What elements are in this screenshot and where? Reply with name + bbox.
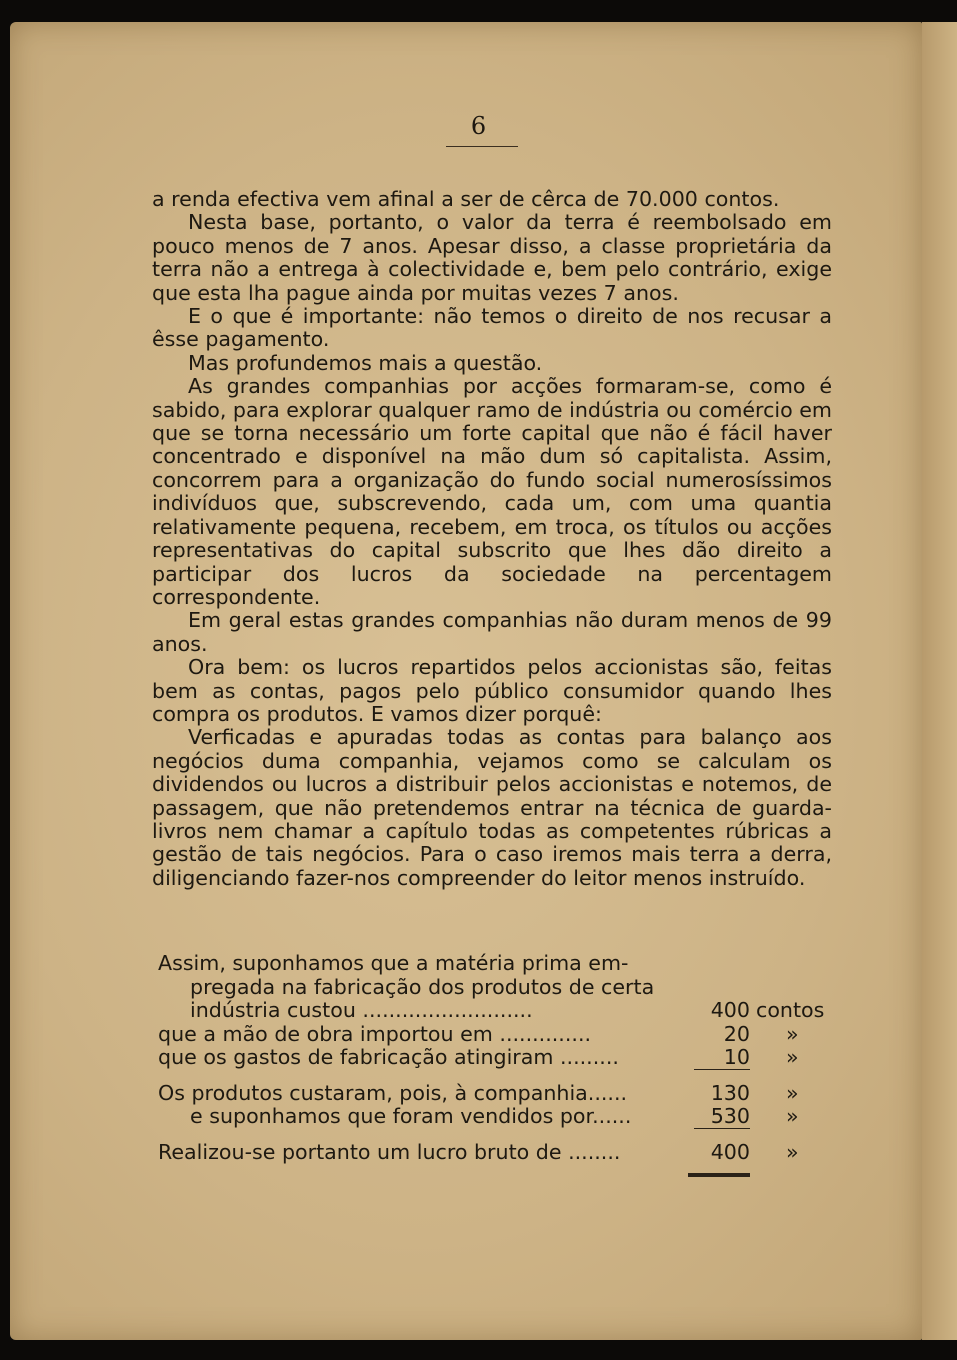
paragraph: Ora bem: os lucros repartidos pelos accionistas são, feitas bem as contas, pagos pelo público consumidor quando lhes compra os produtos. E vamos dizer porquê: [152,655,832,726]
next-page-edge [922,22,957,1340]
paragraph: E o que é importante: não temos o direito de nos recusar a êsse pagamento. [152,304,832,352]
ledger-row [158,1082,838,1106]
ledger-row [158,1023,838,1047]
ledger-amount: 400 [710,1139,750,1164]
ledger-unit: » [786,1021,799,1046]
ledger-label: Realizou-se portanto um lucro bruto de ........ [158,1139,621,1164]
ledger-intro-line [158,952,838,976]
ledger [158,952,838,1164]
ledger-label: indústria custou .......................... [190,998,533,1022]
ledger-total-rule [688,1173,750,1177]
ledger-intro-text: Assim, suponhamos que a matéria prima em- [158,951,629,975]
body-text [152,188,832,890]
ledger-intro-text: pregada na fabricação dos produtos de certa [190,974,655,999]
ledger-unit: » [786,1104,799,1128]
ledger-unit: contos [756,998,825,1022]
paragraph: Nesta base, portanto, o valor da terra é reembolsado em pouco menos de 7 anos. Apesar disso, a classe proprietária da terra não a entrega à colectividade e, bem pelo contrário, exige que esta lha pague ainda por muitas vezes 7 anos. [152,210,832,305]
ledger-label: que os gastos de fabricação atingiram ......... [158,1045,619,1069]
ledger-spacer [158,1070,838,1082]
ledger-unit: » [786,1139,799,1164]
page-number-rule [446,146,518,147]
paragraph: Mas profundemos mais a questão. [188,350,543,375]
ledger-amount: 400 [710,998,750,1022]
page-number: 6 [470,112,487,140]
ledger-amount: 530 [694,1105,750,1129]
ledger-amount: 20 [723,1021,750,1046]
ledger-label: que a mão de obra importou em .............. [158,1021,592,1046]
paragraph: As grandes companhias por acções formaram-se, como é sabido, para explorar qualquer ramo de indústria ou comércio em que se torna necessário um forte capital que não é fácil haver concentrado e disponível na mão dum só capitalista. Assim, concorrem para a organização do fundo social numerosíssimos indivíduos que, subscrevendo, cada um, com uma quantia relativamente pequena, recebem, em troca, os títulos ou acções representativas do capital subscrito que lhes dão direito a participar dos lucros da sociedade na percentagem correspondente. [152,374,832,609]
ledger-unit: » [786,1045,799,1069]
paragraph: a renda efectiva vem afinal a ser de cêrca de 70.000 contos. [152,187,780,211]
ledger-row [158,1141,838,1165]
paragraph: Verficadas e apuradas todas as contas para balanço aos negócios duma companhia, vejamos como se calculam os dividendos ou lucros a distribuir pelos accionistas e notemos, de passagem, que não pretendemos entrar na técnica de guarda-livros nem chamar a capítulo todas as competentes rúbricas a gestão de tais negócios. Para o caso iremos mais terra a derra, diligenciando fazer-nos compreender do leitor menos instruído. [152,725,832,890]
ledger-label: e suponhamos que foram vendidos por...... [190,1104,632,1128]
ledger-label: Os produtos custaram, pois, à companhia...... [158,1080,628,1105]
ledger-amount: 130 [710,1080,750,1105]
ledger-amount: 10 [694,1046,750,1070]
ledger-spacer [158,1129,838,1141]
paragraph: Em geral estas grandes companhias não duram menos de 99 anos. [152,608,832,656]
ledger-row [158,1046,838,1070]
ledger-row [158,999,838,1023]
ledger-intro-line [158,976,838,1000]
ledger-row [158,1105,838,1129]
ledger-unit: » [786,1080,799,1105]
